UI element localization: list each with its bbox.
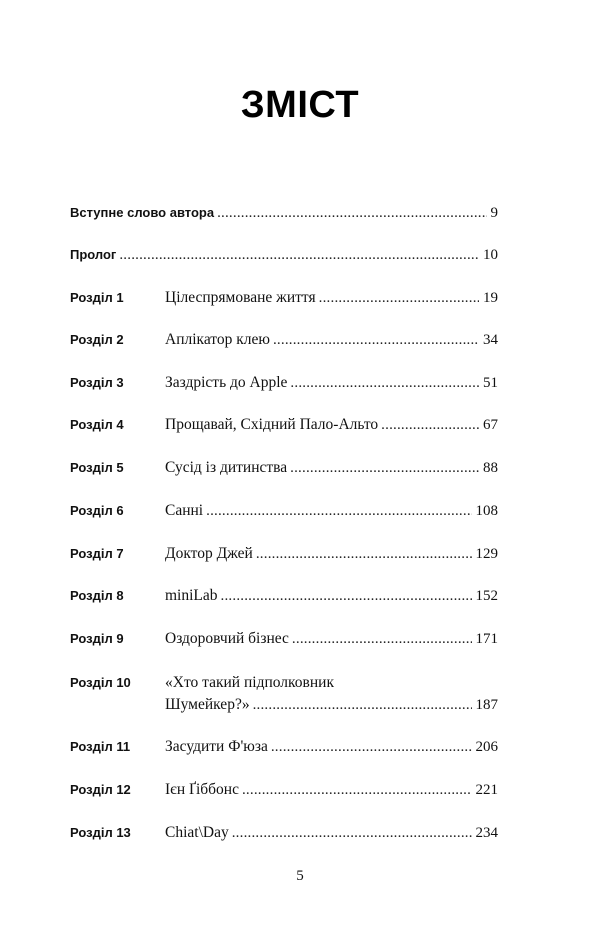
chapter-title: Цілеспрямоване життя	[165, 289, 316, 306]
entry-page: 10	[483, 247, 498, 263]
toc-entry-author-foreword[interactable]	[70, 202, 498, 224]
entry-label: Вступне слово автора	[70, 205, 215, 220]
page-number: 5	[296, 868, 304, 884]
chapter-page: 51	[483, 375, 498, 391]
chapter-number: Розділ 7	[70, 546, 124, 561]
chapter-title: Прощавай, Східний Пало-Альто	[165, 416, 379, 433]
chapter-page: 171	[475, 631, 498, 647]
chapter-page: 152	[475, 588, 498, 604]
dot-leader	[206, 500, 471, 522]
dot-leader	[273, 329, 479, 351]
chapter-number: Розділ 2	[70, 332, 124, 347]
chapter-title: Chiat\Day	[165, 824, 229, 841]
chapter-page: 221	[475, 782, 498, 798]
dot-leader	[217, 202, 486, 224]
chapter-page: 19	[483, 290, 498, 306]
chapter-page: 34	[483, 332, 498, 348]
chapter-title-line-2: Шумейкер?»	[165, 696, 250, 713]
toc-entry-prologue[interactable]	[70, 244, 498, 266]
chapter-number: Розділ 9	[70, 631, 124, 646]
chapter-number: Розділ 12	[70, 782, 131, 797]
dot-leader	[242, 779, 472, 801]
entry-page: 9	[490, 205, 498, 221]
chapter-number: Розділ 5	[70, 460, 124, 475]
chapter-page: 129	[475, 546, 498, 562]
dot-leader	[119, 244, 479, 266]
chapter-page: 67	[483, 417, 498, 433]
dot-leader	[381, 414, 479, 436]
chapter-page: 108	[475, 503, 498, 519]
dot-leader	[221, 585, 472, 607]
chapter-number: Розділ 6	[70, 503, 124, 518]
chapter-title: Аплікатор клею	[165, 331, 270, 348]
chapter-page: 206	[475, 739, 498, 755]
chapter-page: 234	[475, 825, 498, 841]
chapter-number: Розділ 10	[70, 675, 131, 690]
dot-leader	[319, 287, 479, 309]
chapter-title-line-1: «Хто такий підполковник	[165, 674, 334, 691]
dot-leader	[256, 543, 472, 565]
dot-leader	[232, 822, 472, 844]
chapter-title: Заздрість до Apple	[165, 374, 288, 391]
page-title: ЗМІСТ	[240, 84, 360, 126]
chapter-page: 88	[483, 460, 498, 476]
dot-leader	[290, 372, 479, 394]
dot-leader	[290, 457, 479, 479]
chapter-title: Сусід із дитинства	[165, 459, 288, 476]
chapter-number: Розділ 11	[70, 739, 131, 754]
chapter-title: Ієн Ґіббонс	[165, 781, 239, 798]
chapter-number: Розділ 8	[70, 588, 124, 603]
chapter-number: Розділ 13	[70, 825, 131, 840]
chapter-title: Оздоровчий бізнес	[165, 630, 289, 647]
chapter-number: Розділ 4	[70, 417, 124, 432]
dot-leader	[253, 694, 472, 716]
chapter-title: miniLab	[165, 587, 218, 604]
chapter-title: Засудити Ф'юза	[165, 738, 268, 755]
chapter-number: Розділ 1	[70, 290, 124, 305]
chapter-title: Доктор Джей	[165, 545, 253, 562]
dot-leader	[271, 736, 472, 758]
entry-label: Пролог	[70, 247, 117, 262]
dot-leader	[292, 628, 472, 650]
chapter-page: 187	[475, 697, 498, 713]
chapter-number: Розділ 3	[70, 375, 124, 390]
chapter-title: Санні	[165, 502, 204, 519]
